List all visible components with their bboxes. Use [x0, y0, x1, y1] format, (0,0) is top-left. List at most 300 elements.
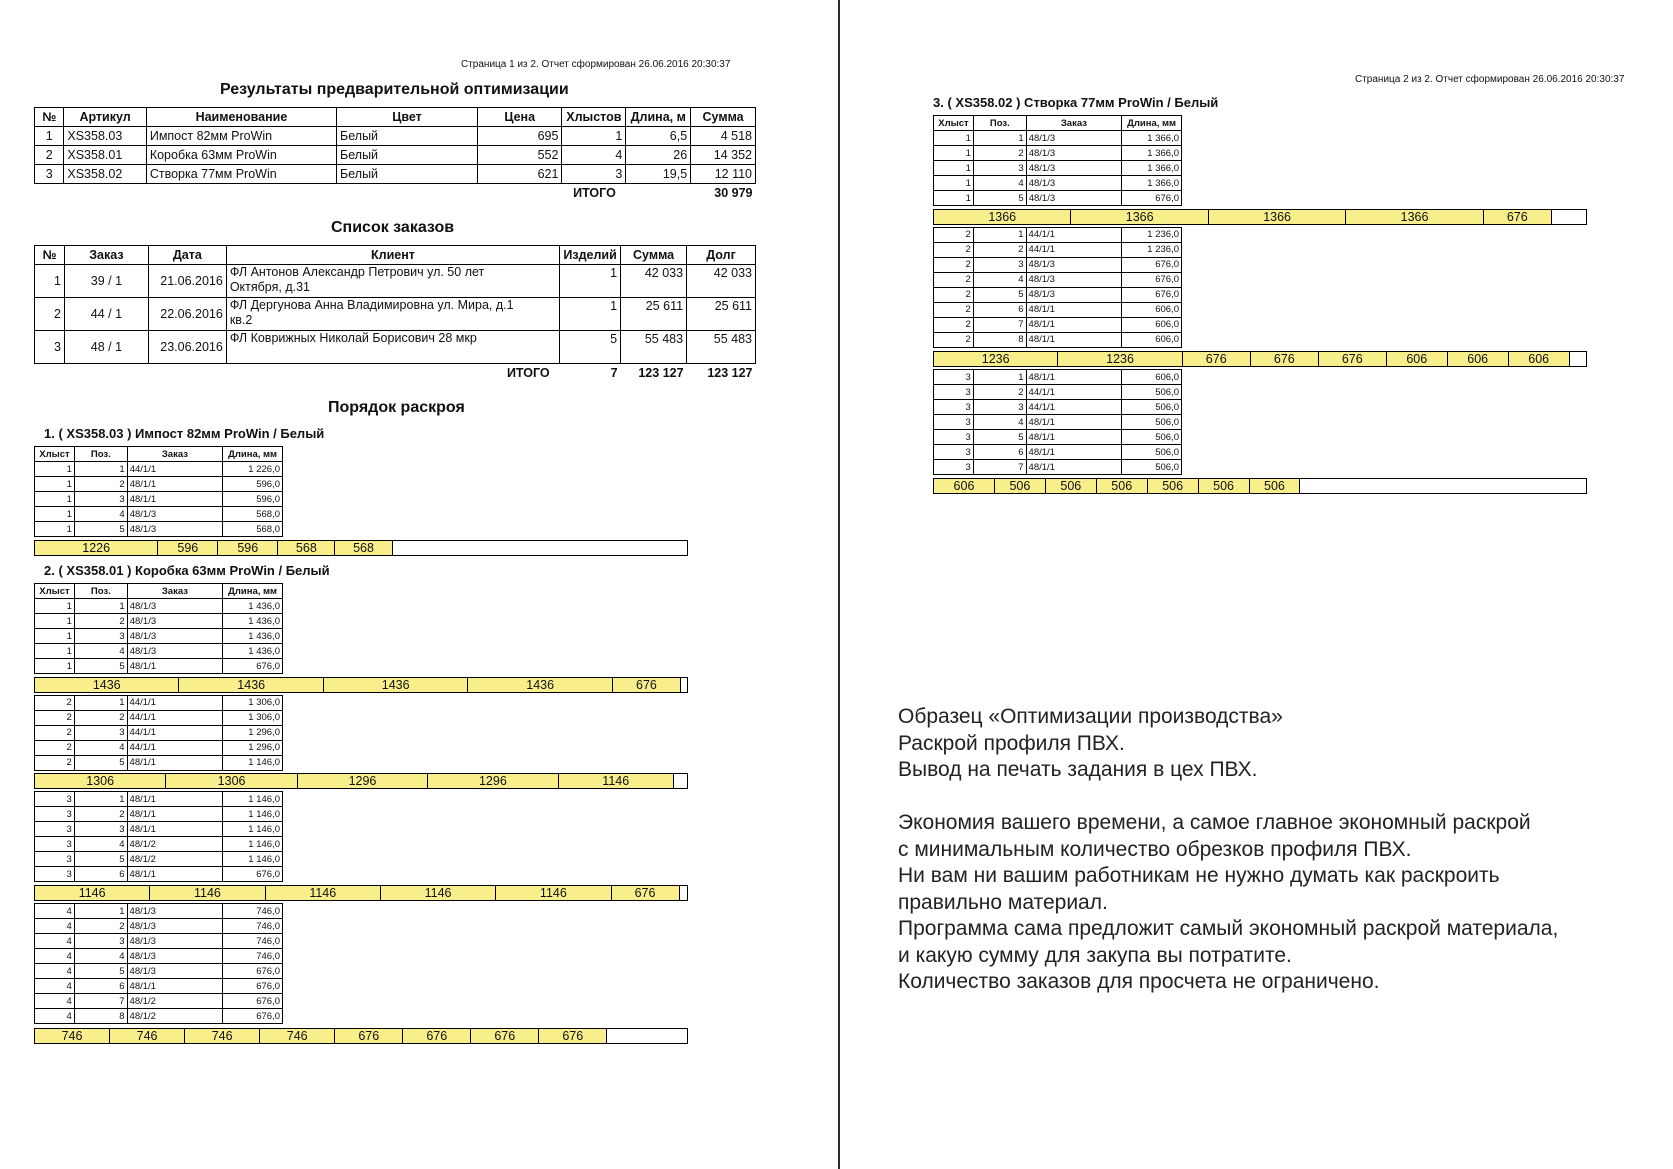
table-cell: 2 [973, 242, 1026, 257]
cut-bar [933, 478, 1587, 494]
table-cell: 42 033 [621, 265, 687, 298]
cut-segment: 1306 [166, 774, 297, 788]
cut-segment: 606 [1387, 352, 1448, 366]
table-row [934, 415, 1182, 430]
table-row [934, 287, 1182, 302]
description-line [898, 784, 1558, 811]
cut-segment: 1306 [35, 774, 166, 788]
cut-segment: 506 [1097, 479, 1148, 493]
table-cell: 42 033 [687, 265, 756, 298]
table-cell: 506,0 [1122, 385, 1182, 400]
table-cell: 48/1/3 [1026, 176, 1121, 191]
table-cell: XS358.01 [64, 146, 146, 165]
table-cell: 1 [934, 131, 974, 146]
cut-segment: 676 [1251, 352, 1319, 366]
col-header: Поз. [74, 447, 127, 462]
table-cell: 2 [35, 725, 75, 740]
cut-bar [933, 209, 1587, 225]
table-cell: 568,0 [223, 507, 283, 522]
table-cell: 3 [35, 837, 75, 852]
table-cell: 4 [973, 415, 1026, 430]
table-cell: 1 [560, 298, 621, 331]
cutting-table [933, 115, 1182, 206]
table-cell: 568,0 [223, 522, 283, 537]
col-header: № [35, 246, 65, 265]
col-header: Хлыст [35, 584, 75, 599]
table-cell: XS358.03 [64, 127, 146, 146]
cut-segment: 1366 [1346, 210, 1483, 224]
table-cell: 48/1/1 [1026, 317, 1122, 332]
table-cell: 2 [35, 695, 75, 710]
table-cell: 3 [35, 852, 75, 867]
table-cell: 3 [934, 370, 974, 385]
table-cell: 5 [74, 659, 127, 674]
col-header: Артикул [64, 108, 146, 127]
cutting-header-row [35, 447, 283, 462]
table-cell: 4 [35, 949, 75, 964]
table-cell: 1 436,0 [223, 599, 283, 614]
cutting-table [34, 791, 283, 882]
cut-segment: 506 [1046, 479, 1097, 493]
table-cell: 1 306,0 [223, 695, 283, 710]
cut-segment: 676 [1319, 352, 1387, 366]
table-cell: 1 [74, 792, 127, 807]
table-cell: 48/1/1 [127, 659, 222, 674]
cut-segment: 1146 [381, 886, 496, 900]
table-cell: Белый [337, 146, 478, 165]
col-header: Хлыст [934, 116, 974, 131]
cut-segment: 1436 [35, 678, 179, 692]
cut-segment: 676 [613, 678, 681, 692]
table-cell: 1 [934, 161, 974, 176]
total-items: 7 [610, 365, 618, 380]
table-cell: 2 [74, 710, 127, 725]
col-header: Сумма [621, 246, 687, 265]
cut-title: Порядок раскроя [328, 399, 465, 416]
col-header: Цвет [337, 108, 478, 127]
table-cell: 1 [35, 614, 75, 629]
table-cell: 48/1/3 [1026, 191, 1121, 206]
table-cell: 4 [74, 740, 127, 755]
table-row [35, 919, 283, 934]
client-cell [226, 331, 559, 364]
table-cell: 26 [626, 146, 691, 165]
table-cell: 2 [35, 298, 65, 331]
cut-segment: 1236 [1058, 352, 1182, 366]
table-cell: 4 [35, 1009, 75, 1024]
results-header-row [35, 108, 756, 127]
description-line: Количество заказов для просчета не ограничено. [898, 970, 1380, 993]
table-cell: 1 [35, 522, 75, 537]
table-row [35, 462, 283, 477]
cut-segment: 1146 [150, 886, 265, 900]
table-cell: 695 [477, 127, 562, 146]
table-cell: 48/1/3 [1026, 146, 1121, 161]
table-cell: 4 [35, 964, 75, 979]
cut-segment: 676 [539, 1029, 607, 1043]
table-cell: 1 436,0 [223, 644, 283, 659]
total-label: ИТОГО [573, 185, 616, 200]
cutting-table [933, 369, 1182, 475]
table-cell: 1 [973, 131, 1026, 146]
table-row [934, 302, 1182, 317]
table-row [934, 191, 1182, 206]
table-cell: 552 [477, 146, 562, 165]
table-row [934, 370, 1182, 385]
table-cell: 48/1/3 [1026, 287, 1122, 302]
table-row [934, 161, 1182, 176]
table-cell: 48/1/3 [127, 599, 222, 614]
table-cell: 6 [74, 979, 127, 994]
table-cell: 55 483 [621, 331, 687, 364]
client-line: кв.2 [229, 313, 253, 327]
table-cell: 48/1/1 [127, 492, 222, 507]
table-cell: 2 [74, 477, 127, 492]
table-cell: 2 [74, 919, 127, 934]
table-cell: 2 [973, 385, 1026, 400]
table-cell: 5 [973, 287, 1026, 302]
table-cell: 3 [934, 400, 974, 415]
table-cell: 1 [35, 659, 75, 674]
col-header: № [35, 108, 64, 127]
table-cell: 1 226,0 [223, 462, 283, 477]
section-title: 3. ( XS358.02 ) Створка 77мм ProWin / Белый [933, 95, 1219, 110]
cut-segment: 1366 [1209, 210, 1346, 224]
table-cell: 39 / 1 [64, 265, 148, 298]
col-header: Заказ [127, 584, 222, 599]
col-header: Длина, мм [1122, 116, 1182, 131]
table-row [35, 740, 283, 755]
description-line: и какую сумму для закупа вы потратите. [898, 943, 1292, 967]
table-row [35, 614, 283, 629]
total-value: 30 979 [714, 185, 753, 200]
cut-bar [34, 773, 688, 789]
cut-segment: 1366 [1071, 210, 1208, 224]
table-cell: 3 [35, 822, 75, 837]
col-header: Длина, мм [223, 447, 283, 462]
orders-header-row [35, 246, 756, 265]
table-cell: 5 [973, 191, 1026, 206]
table-cell: Створка 77мм ProWin [146, 165, 336, 184]
table-cell: 6,5 [626, 127, 691, 146]
col-header: Клиент [226, 246, 559, 265]
table-row [35, 298, 756, 331]
table-cell: 48/1/3 [127, 614, 222, 629]
table-cell: 4 [74, 949, 127, 964]
table-row [35, 934, 283, 949]
table-cell: 7 [973, 460, 1026, 475]
table-cell: 1 [973, 227, 1026, 242]
table-cell: 1 146,0 [223, 822, 283, 837]
cut-segment: 506 [1250, 479, 1301, 493]
table-cell: 48/1/3 [127, 522, 222, 537]
section-title: 2. ( XS358.01 ) Коробка 63мм ProWin / Белый [44, 563, 330, 578]
cut-segment: 506 [1199, 479, 1250, 493]
cut-segment: 568 [278, 541, 335, 555]
orders-table [34, 245, 756, 382]
col-header: Хлыстов [562, 108, 626, 127]
table-cell: 746,0 [223, 919, 283, 934]
table-cell: 1 [35, 462, 75, 477]
table-cell: 48/1/1 [127, 755, 223, 770]
report-title: Результаты предварительной оптимизации [220, 81, 569, 98]
table-cell: 3 [74, 492, 127, 507]
description-line: Вывод на печать задания в цех ПВХ. [898, 758, 1258, 781]
col-header: Сумма [691, 108, 756, 127]
table-cell: 1 [560, 265, 621, 298]
table-cell: 48/1/1 [127, 979, 223, 994]
table-row [934, 332, 1182, 347]
table-cell: 746,0 [223, 904, 283, 919]
table-cell: XS358.02 [64, 165, 146, 184]
cut-segment: 746 [185, 1029, 260, 1043]
table-cell: 1 146,0 [223, 792, 283, 807]
table-cell: 4 [973, 176, 1026, 191]
table-cell: 25 611 [687, 298, 756, 331]
table-cell: 506,0 [1122, 430, 1182, 445]
table-cell: 1 [35, 629, 75, 644]
table-cell: 1 146,0 [223, 852, 283, 867]
table-cell: 1 [35, 127, 64, 146]
table-cell: 1 [562, 127, 626, 146]
table-cell: Белый [337, 165, 478, 184]
table-cell: 2 [35, 710, 75, 725]
cut-segment: 746 [260, 1029, 335, 1043]
table-cell: 48/1/1 [1026, 415, 1122, 430]
table-cell: 2 [934, 272, 974, 287]
results-total-row [35, 184, 756, 203]
table-row [35, 644, 283, 659]
table-cell: 2 [934, 332, 974, 347]
table-cell: 5 [973, 430, 1026, 445]
table-cell: 48/1/1 [1026, 332, 1122, 347]
table-cell: 48/1/1 [1026, 370, 1122, 385]
table-cell: 1 296,0 [223, 740, 283, 755]
table-row [35, 507, 283, 522]
table-cell: 48/1/1 [1026, 460, 1122, 475]
table-row [35, 1009, 283, 1024]
table-cell: 606,0 [1122, 302, 1182, 317]
table-cell: 44 / 1 [64, 298, 148, 331]
table-cell: 4 [74, 507, 127, 522]
table-row [35, 964, 283, 979]
cut-segment: 596 [218, 541, 278, 555]
cut-segment: 506 [995, 479, 1046, 493]
table-cell: 5 [560, 331, 621, 364]
table-cell: Белый [337, 127, 478, 146]
table-row [35, 659, 283, 674]
table-cell: 2 [934, 317, 974, 332]
orders-total-row [35, 364, 756, 383]
cut-segment: 1146 [496, 886, 611, 900]
table-row [35, 492, 283, 507]
cut-segment: 1296 [298, 774, 428, 788]
cut-segment: 1296 [428, 774, 558, 788]
cut-segment: 1366 [934, 210, 1071, 224]
table-cell: 3 [35, 165, 64, 184]
table-cell: 48/1/3 [127, 644, 222, 659]
cutting-table [34, 446, 283, 537]
cut-segment: 606 [1509, 352, 1570, 366]
table-cell: 1 146,0 [223, 807, 283, 822]
table-cell: 676,0 [223, 979, 283, 994]
table-cell: 3 [934, 430, 974, 445]
table-cell: 12 110 [691, 165, 756, 184]
table-cell: 3 [35, 807, 75, 822]
table-cell: 22.06.2016 [148, 298, 226, 331]
table-row [934, 460, 1182, 475]
cut-bar [34, 885, 688, 901]
table-cell: 44/1/1 [127, 725, 223, 740]
table-cell: 1 [74, 599, 127, 614]
table-cell: 676,0 [1122, 287, 1182, 302]
table-row [35, 127, 756, 146]
table-cell: 1 [934, 146, 974, 161]
table-cell: 3 [35, 331, 65, 364]
table-cell: 676,0 [1122, 257, 1182, 272]
table-cell: 1 [934, 176, 974, 191]
table-cell: Импост 82мм ProWin [146, 127, 336, 146]
table-cell: 2 [934, 302, 974, 317]
client-cell [226, 265, 559, 298]
table-row [934, 257, 1182, 272]
table-row [934, 146, 1182, 161]
table-cell: 7 [74, 994, 127, 1009]
table-cell: 3 [35, 792, 75, 807]
table-cell: 2 [934, 287, 974, 302]
table-cell: 1 [35, 265, 65, 298]
description-line: Экономия вашего времени, а самое главное экономный раскрой [898, 811, 1531, 834]
table-cell: 2 [934, 242, 974, 257]
table-cell: 6 [973, 445, 1026, 460]
table-cell: 676,0 [223, 964, 283, 979]
table-row [35, 629, 283, 644]
table-cell: 8 [973, 332, 1026, 347]
table-row [934, 272, 1182, 287]
table-row [35, 599, 283, 614]
cut-segment: 506 [1148, 479, 1199, 493]
cut-segment: 676 [471, 1029, 539, 1043]
table-cell: 6 [74, 867, 127, 882]
table-cell: 676,0 [1122, 191, 1182, 206]
table-cell: 19,5 [626, 165, 691, 184]
table-cell: 606,0 [1122, 317, 1182, 332]
cut-segment: 1436 [324, 678, 468, 692]
table-cell: 1 436,0 [223, 614, 283, 629]
table-row [35, 146, 756, 165]
description-line: Образец «Оптимизации производства» [898, 705, 1283, 728]
table-cell: 506,0 [1122, 445, 1182, 460]
page-info: Страница 1 из 2. Отчет сформирован 26.06.2016 20:30:37 [461, 59, 731, 70]
table-cell: 48/1/2 [127, 852, 223, 867]
table-row [35, 331, 756, 364]
table-cell: 1 [35, 477, 75, 492]
col-header: Длина, мм [223, 584, 283, 599]
table-row [934, 242, 1182, 257]
page-info: Страница 2 из 2. Отчет сформирован 26.06.2016 20:30:37 [1355, 74, 1625, 85]
table-cell: 596,0 [223, 492, 283, 507]
table-cell: 1 [934, 191, 974, 206]
table-cell: 44/1/1 [1026, 227, 1122, 242]
table-cell: 2 [74, 614, 127, 629]
results-table [34, 107, 756, 202]
table-row [35, 265, 756, 298]
table-cell: 44/1/1 [1026, 400, 1122, 415]
table-cell: 1 366,0 [1122, 176, 1182, 191]
table-cell: 3 [934, 445, 974, 460]
table-cell: 1 [35, 507, 75, 522]
table-row [35, 822, 283, 837]
cut-segment: 606 [1448, 352, 1509, 366]
client-line: ФЛ Коврижных Николай Борисович 28 мкр [229, 331, 477, 345]
table-cell: 44/1/1 [1026, 242, 1122, 257]
table-cell: 8 [74, 1009, 127, 1024]
table-cell: 1 236,0 [1122, 227, 1182, 242]
table-cell: 1 [35, 599, 75, 614]
table-cell: 21.06.2016 [148, 265, 226, 298]
description-line: Программа сама предложит самый экономный раскрой материала, [898, 917, 1559, 940]
table-row [934, 400, 1182, 415]
total-debt: 123 127 [707, 365, 753, 380]
col-header: Заказ [127, 447, 222, 462]
table-row [35, 165, 756, 184]
cut-segment: 676 [335, 1029, 403, 1043]
table-cell: 1 [74, 462, 127, 477]
table-cell: 1 [74, 695, 127, 710]
table-row [934, 385, 1182, 400]
table-cell: 4 [35, 979, 75, 994]
table-cell: 48/1/3 [127, 629, 222, 644]
cut-segment: 676 [1484, 210, 1552, 224]
table-cell: 48/1/1 [1026, 302, 1122, 317]
table-cell: 6 [973, 302, 1026, 317]
table-row [35, 807, 283, 822]
table-cell: 606,0 [1122, 332, 1182, 347]
col-header: Поз. [973, 116, 1026, 131]
table-row [35, 710, 283, 725]
description-line: Раскрой профиля ПВХ. [898, 731, 1125, 755]
table-row [35, 904, 283, 919]
table-cell: 3 [74, 822, 127, 837]
table-cell: 1 366,0 [1122, 131, 1182, 146]
client-line: ФЛ Дергунова Анна Владимировна ул. Мира, д.1 [229, 298, 514, 312]
table-cell: 1 [35, 644, 75, 659]
total-label: ИТОГО [506, 365, 550, 380]
description-line: Ни вам ни вашим работникам не нужно думать как раскроить [898, 864, 1500, 887]
cut-segment: 606 [934, 479, 995, 493]
table-row [35, 792, 283, 807]
col-header: Заказ [1026, 116, 1121, 131]
table-cell: 3 [35, 867, 75, 882]
cut-segment: 1146 [35, 886, 150, 900]
table-row [35, 979, 283, 994]
table-cell: 4 [74, 837, 127, 852]
cut-segment: 1226 [35, 541, 158, 555]
cutting-table [34, 903, 283, 1024]
table-cell: 3 [74, 629, 127, 644]
table-cell: 506,0 [1122, 460, 1182, 475]
description-line: правильно материал. [898, 890, 1108, 914]
col-header: Поз. [74, 584, 127, 599]
table-cell: 1 366,0 [1122, 146, 1182, 161]
table-cell: 1 146,0 [223, 755, 283, 770]
table-cell: 25 611 [621, 298, 687, 331]
table-cell: 4 [35, 934, 75, 949]
col-header: Долг [687, 246, 756, 265]
table-cell: 48/1/2 [127, 837, 223, 852]
table-cell: 4 [74, 644, 127, 659]
table-cell: 1 146,0 [223, 837, 283, 852]
